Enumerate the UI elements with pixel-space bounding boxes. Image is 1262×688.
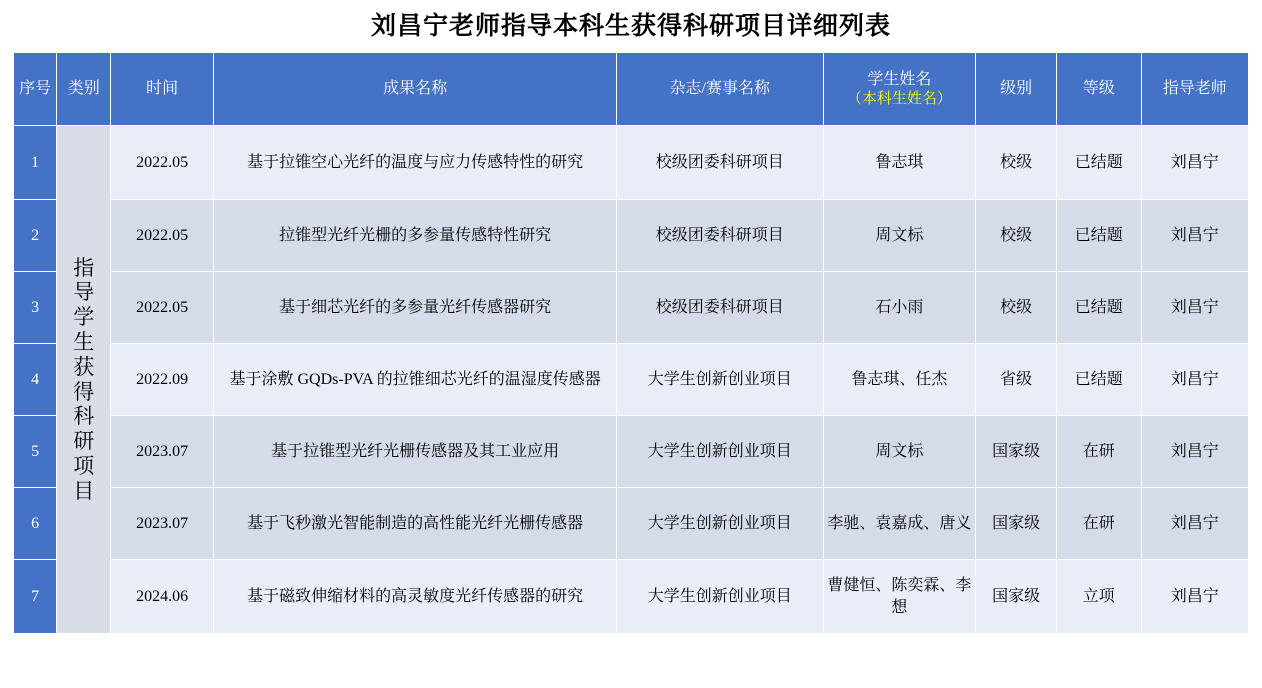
column-header-student-sub: （本科生姓名）	[846, 90, 952, 107]
row-teacher: 刘昌宁	[1141, 416, 1248, 488]
column-header-journal: 杂志/赛事名称	[617, 53, 824, 126]
row-journal: 校级团委科研项目	[617, 126, 824, 200]
row-grade: 立项	[1056, 560, 1141, 634]
row-journal: 校级团委科研项目	[617, 200, 824, 272]
row-time: 2022.05	[111, 200, 214, 272]
column-header-time: 时间	[111, 53, 214, 126]
row-level: 省级	[976, 344, 1057, 416]
category-char: 导	[73, 280, 95, 305]
row-journal: 大学生创新创业项目	[617, 416, 824, 488]
category-char: 获	[73, 354, 95, 379]
row-student: 曹健恒、陈奕霖、李想	[823, 560, 976, 634]
table-row	[14, 560, 1249, 634]
row-student: 李驰、袁嘉成、唐义	[823, 488, 976, 560]
row-index: 3	[14, 272, 57, 344]
table-row	[14, 488, 1249, 560]
row-time: 2024.06	[111, 560, 214, 634]
table-header	[14, 53, 1249, 126]
row-index: 4	[14, 344, 57, 416]
row-student: 石小雨	[823, 272, 976, 344]
row-achievement: 拉锥型光纤光栅的多参量传感特性研究	[214, 200, 617, 272]
category-char: 得	[73, 379, 95, 404]
row-grade: 已结题	[1056, 344, 1141, 416]
row-journal: 大学生创新创业项目	[617, 344, 824, 416]
row-achievement: 基于涂敷 GQDs-PVA 的拉锥细芯光纤的温湿度传感器	[214, 344, 617, 416]
row-index: 1	[14, 126, 57, 200]
research-projects-table	[13, 52, 1249, 634]
category-char: 科	[73, 404, 95, 429]
row-achievement: 基于飞秒激光智能制造的高性能光纤光栅传感器	[214, 488, 617, 560]
row-journal: 大学生创新创业项目	[617, 488, 824, 560]
page-title: 刘昌宁老师指导本科生获得科研项目详细列表	[370, 12, 891, 40]
column-header-student-main: 学生姓名	[867, 70, 932, 88]
row-level: 校级	[976, 272, 1057, 344]
column-header-teacher: 指导老师	[1141, 53, 1248, 126]
table-row	[14, 126, 1249, 200]
row-journal: 大学生创新创业项目	[617, 560, 824, 634]
category-char: 项	[73, 453, 95, 478]
row-student: 周文标	[823, 416, 976, 488]
row-student: 鲁志琪、任杰	[823, 344, 976, 416]
column-header-achievement: 成果名称	[214, 53, 617, 126]
row-achievement: 基于拉锥空心光纤的温度与应力传感特性的研究	[214, 126, 617, 200]
category-cell	[57, 126, 111, 634]
row-achievement: 基于细芯光纤的多参量光纤传感器研究	[214, 272, 617, 344]
row-grade: 已结题	[1056, 126, 1141, 200]
category-char: 研	[73, 429, 95, 454]
row-grade: 已结题	[1056, 200, 1141, 272]
row-time: 2022.09	[111, 344, 214, 416]
row-achievement: 基于磁致伸缩材料的高灵敏度光纤传感器的研究	[214, 560, 617, 634]
row-student: 周文标	[823, 200, 976, 272]
row-level: 校级	[976, 126, 1057, 200]
column-header-student	[823, 53, 976, 126]
row-index: 6	[14, 488, 57, 560]
row-grade: 已结题	[1056, 272, 1141, 344]
table-header-row	[14, 53, 1249, 126]
row-time: 2023.07	[111, 416, 214, 488]
row-index: 5	[14, 416, 57, 488]
table-row	[14, 272, 1249, 344]
row-level: 国家级	[976, 488, 1057, 560]
row-grade: 在研	[1056, 416, 1141, 488]
row-teacher: 刘昌宁	[1141, 344, 1248, 416]
row-time: 2022.05	[111, 272, 214, 344]
row-time: 2023.07	[111, 488, 214, 560]
row-student: 鲁志琪	[823, 126, 976, 200]
row-level: 国家级	[976, 416, 1057, 488]
row-index: 7	[14, 560, 57, 634]
category-char: 学	[73, 305, 95, 330]
row-teacher: 刘昌宁	[1141, 272, 1248, 344]
row-journal: 校级团委科研项目	[617, 272, 824, 344]
row-time: 2022.05	[111, 126, 214, 200]
row-index: 2	[14, 200, 57, 272]
column-header-index: 序号	[14, 53, 57, 126]
row-teacher: 刘昌宁	[1141, 560, 1248, 634]
category-char: 生	[73, 329, 95, 354]
row-teacher: 刘昌宁	[1141, 200, 1248, 272]
row-grade: 在研	[1056, 488, 1141, 560]
column-header-grade: 等级	[1056, 53, 1141, 126]
column-header-level: 级别	[976, 53, 1057, 126]
table-row	[14, 200, 1249, 272]
row-level: 国家级	[976, 560, 1057, 634]
table-row	[14, 416, 1249, 488]
row-achievement: 基于拉锥型光纤光栅传感器及其工业应用	[214, 416, 617, 488]
table-body	[14, 126, 1249, 634]
category-char: 目	[73, 478, 95, 503]
row-level: 校级	[976, 200, 1057, 272]
row-teacher: 刘昌宁	[1141, 488, 1248, 560]
column-header-category: 类别	[57, 53, 111, 126]
category-char: 指	[73, 255, 95, 280]
table-row	[14, 344, 1249, 416]
row-teacher: 刘昌宁	[1141, 126, 1248, 200]
